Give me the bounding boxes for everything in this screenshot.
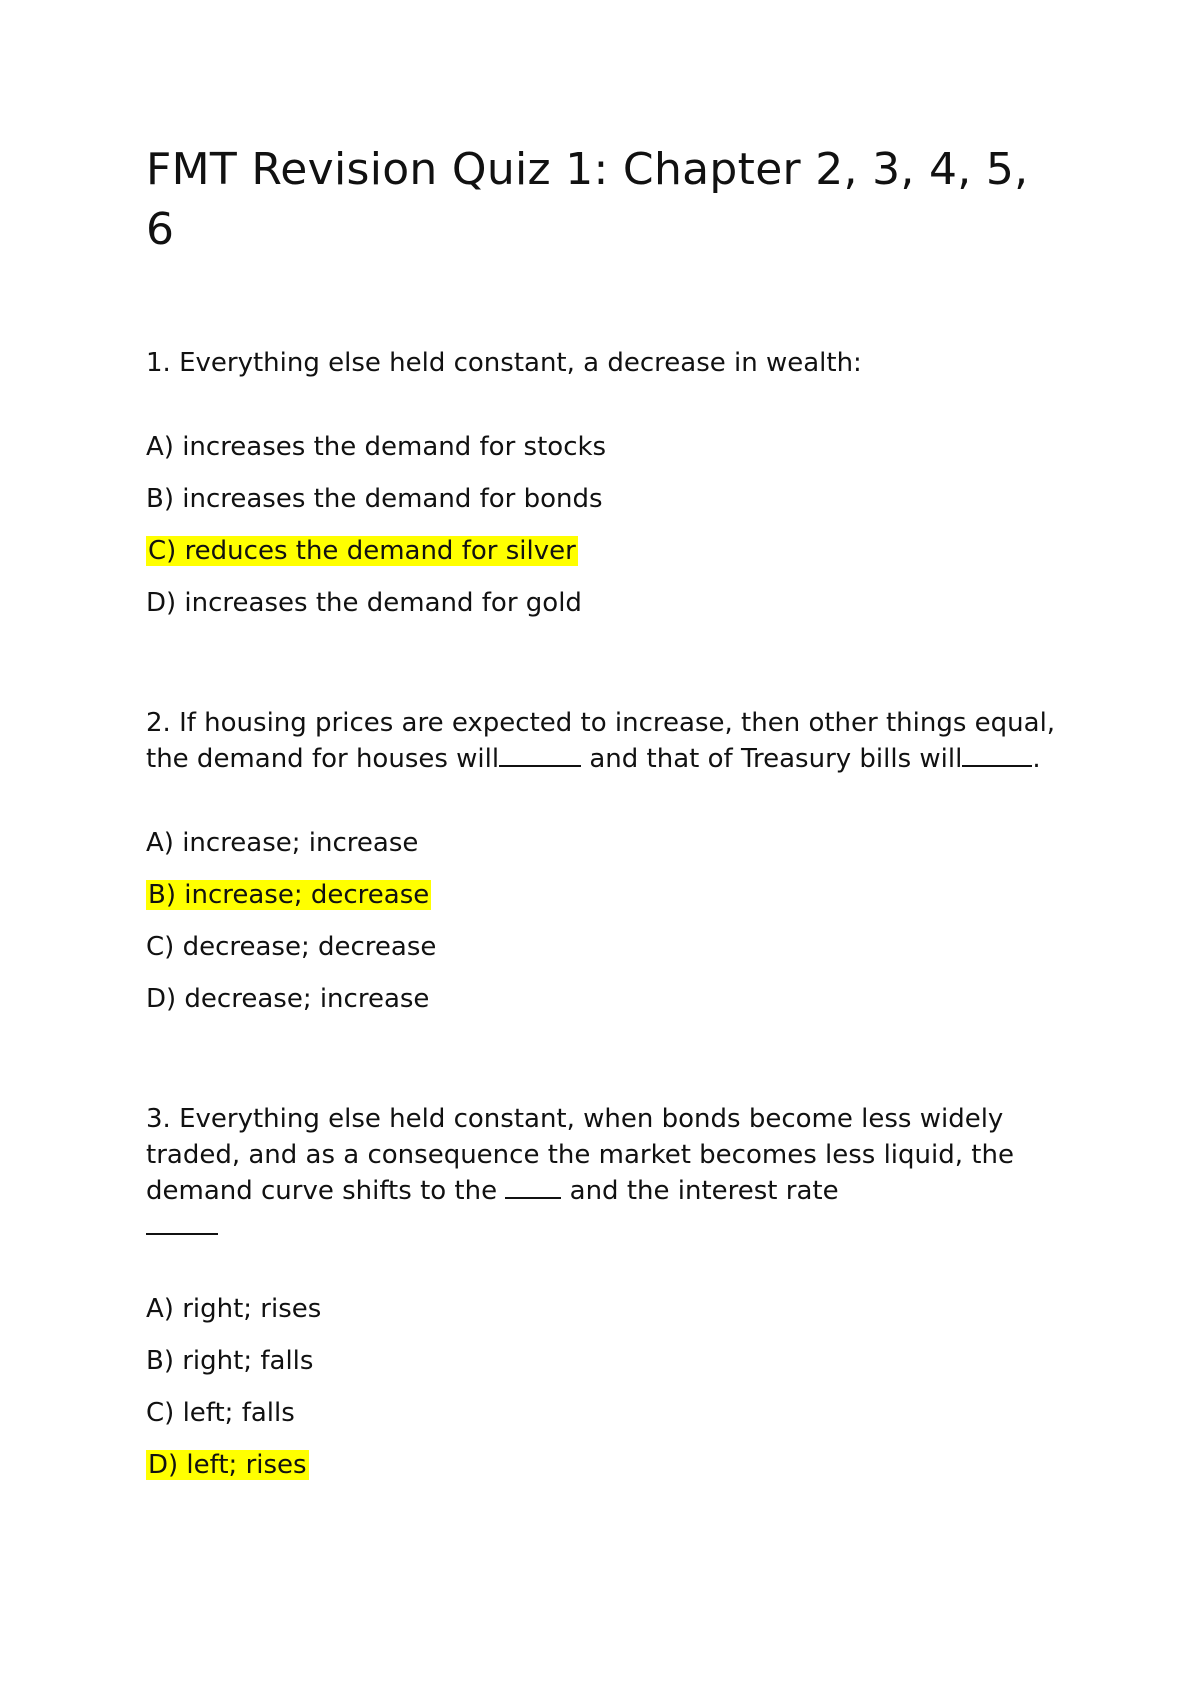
document-page: [146, 140, 1066, 1567]
document-title: FMT Revision Quiz 1: Chapter 2, 3, 4, 5, 6: [146, 144, 1029, 255]
option-q2-b-answer: [146, 877, 1066, 913]
option-q2-d: D) decrease; increase: [146, 984, 430, 1014]
option-q3-d-answer: [146, 1447, 1066, 1483]
question-3-options: [146, 1291, 1066, 1483]
fill-in-blank: [146, 1209, 218, 1235]
question-1: [146, 345, 1066, 621]
answer-highlight: D) left; rises: [148, 1450, 307, 1480]
question-3-text: 3. Everything else held constant, when bonds become less widely traded, and as a consequence the market becomes less liquid, the demand curve shifts to the and the interest rate: [146, 1101, 1066, 1235]
answer-highlight: B) increase; decrease: [148, 880, 430, 910]
option-q1-c-answer: [146, 533, 1066, 569]
question-2-options: [146, 825, 1066, 1017]
option-q1-b: B) increases the demand for bonds: [146, 484, 603, 514]
option-q3-c: C) left; falls: [146, 1398, 295, 1428]
option-q1-a: A) increases the demand for stocks: [146, 432, 607, 462]
option-q1-d: D) increases the demand for gold: [146, 588, 582, 618]
fill-in-blank: [962, 741, 1032, 767]
question-1-text: 1. Everything else held constant, a decrease in wealth:: [146, 348, 862, 378]
question-2-text: 2. If housing prices are expected to increase, then other things equal, the demand for houses will and that of Treasury bills will .: [146, 708, 1056, 774]
question-3: [146, 1101, 1066, 1483]
option-q3-a: A) right; rises: [146, 1294, 322, 1324]
question-2: [146, 705, 1066, 1017]
fill-in-blank: [505, 1173, 561, 1199]
answer-highlight: C) reduces the demand for silver: [148, 536, 576, 566]
option-q2-c: C) decrease; decrease: [146, 932, 437, 962]
option-q2-a: A) increase; increase: [146, 828, 419, 858]
question-1-options: [146, 429, 1066, 621]
option-q3-b: B) right; falls: [146, 1346, 314, 1376]
fill-in-blank: [499, 741, 581, 767]
